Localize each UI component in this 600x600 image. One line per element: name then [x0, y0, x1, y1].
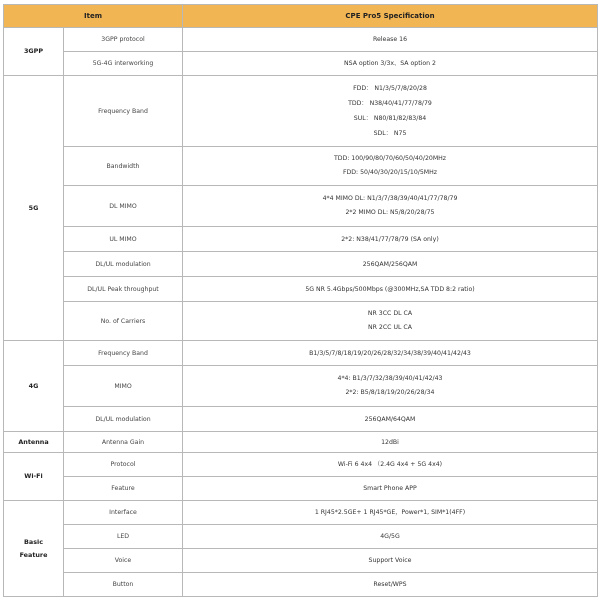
item-label: DL/UL modulation — [64, 252, 183, 277]
header-spec: CPE Pro5 Specification — [183, 5, 598, 28]
item-label: DL MIMO — [64, 186, 183, 227]
category-wifi: Wi-Fi — [4, 453, 64, 501]
item-label: Voice — [64, 549, 183, 573]
category-basic-feature: Basic Feature — [4, 501, 64, 597]
item-label: Button — [64, 573, 183, 597]
spec-value: 256QAM/256QAM — [183, 252, 598, 277]
item-label: Frequency Band — [64, 76, 183, 147]
table-row — [4, 76, 598, 147]
spec-value: 12dBi — [183, 432, 598, 453]
item-label: DL/UL modulation — [64, 407, 183, 432]
item-label: Protocol — [64, 453, 183, 477]
spec-value: Reset/WPS — [183, 573, 598, 597]
item-label: Interface — [64, 501, 183, 525]
table-row — [4, 366, 598, 407]
item-label: UL MIMO — [64, 227, 183, 252]
item-label: Bandwidth — [64, 147, 183, 186]
table-row — [4, 453, 598, 477]
table-row — [4, 147, 598, 186]
item-label: Frequency Band — [64, 341, 183, 366]
spec-value: 4*4: B1/3/7/32/38/39/40/41/42/43 2*2: B5/8/18/19/20/26/28/34 — [183, 366, 598, 407]
table-row — [4, 186, 598, 227]
spec-value: Smart Phone APP — [183, 477, 598, 501]
spec-value: Wi-Fi 6 4x4 （2.4G 4x4 + 5G 4x4) — [183, 453, 598, 477]
table-row — [4, 28, 598, 52]
item-label: Antenna Gain — [64, 432, 183, 453]
spec-value: B1/3/5/7/8/18/19/20/26/28/32/34/38/39/40/41/42/43 — [183, 341, 598, 366]
category-antenna: Antenna — [4, 432, 64, 453]
table-row — [4, 549, 598, 573]
table-row — [4, 501, 598, 525]
spec-value: NR 3CC DL CA NR 2CC UL CA — [183, 302, 598, 341]
item-label: MIMO — [64, 366, 183, 407]
spec-value: FDD： N1/3/5/7/8/20/28 TDD： N38/40/41/77/78/79 SUL： N80/81/82/83/84 SDL： N75 — [183, 76, 598, 147]
table-row — [4, 573, 598, 597]
table-row — [4, 227, 598, 252]
table-row — [4, 302, 598, 341]
table-row — [4, 407, 598, 432]
spec-table — [3, 4, 598, 597]
spec-value: TDD: 100/90/80/70/60/50/40/20MHz FDD: 50/40/30/20/15/10/5MHz — [183, 147, 598, 186]
category-5g: 5G — [4, 76, 64, 341]
category-3gpp: 3GPP — [4, 28, 64, 76]
table-row — [4, 477, 598, 501]
spec-value: 1 RJ45*2.5GE+ 1 RJ45*GE，Power*1, SIM*1(4FF) — [183, 501, 598, 525]
spec-value: 5G NR 5.4Gbps/500Mbps (@300MHz,SA TDD 8:2 ratio) — [183, 277, 598, 302]
spec-value: 4G/5G — [183, 525, 598, 549]
spec-value: 4*4 MIMO DL: N1/3/7/38/39/40/41/77/78/79 2*2 MIMO DL: N5/8/20/28/75 — [183, 186, 598, 227]
spec-value: Release 16 — [183, 28, 598, 52]
header-item: Item — [4, 5, 183, 28]
table-row — [4, 52, 598, 76]
item-label: 5G-4G interworking — [64, 52, 183, 76]
item-label: DL/UL Peak throughput — [64, 277, 183, 302]
spec-value: NSA option 3/3x、SA option 2 — [183, 52, 598, 76]
table-row — [4, 341, 598, 366]
category-4g: 4G — [4, 341, 64, 432]
spec-value: 2*2: N38/41/77/78/79 (SA only) — [183, 227, 598, 252]
table-row — [4, 432, 598, 453]
item-label: 3GPP protocol — [64, 28, 183, 52]
table-row — [4, 252, 598, 277]
item-label: Feature — [64, 477, 183, 501]
item-label: LED — [64, 525, 183, 549]
spec-value: 256QAM/64QAM — [183, 407, 598, 432]
table-row — [4, 277, 598, 302]
spec-value: Support Voice — [183, 549, 598, 573]
header-row — [4, 5, 598, 28]
item-label: No. of Carriers — [64, 302, 183, 341]
table-row — [4, 525, 598, 549]
